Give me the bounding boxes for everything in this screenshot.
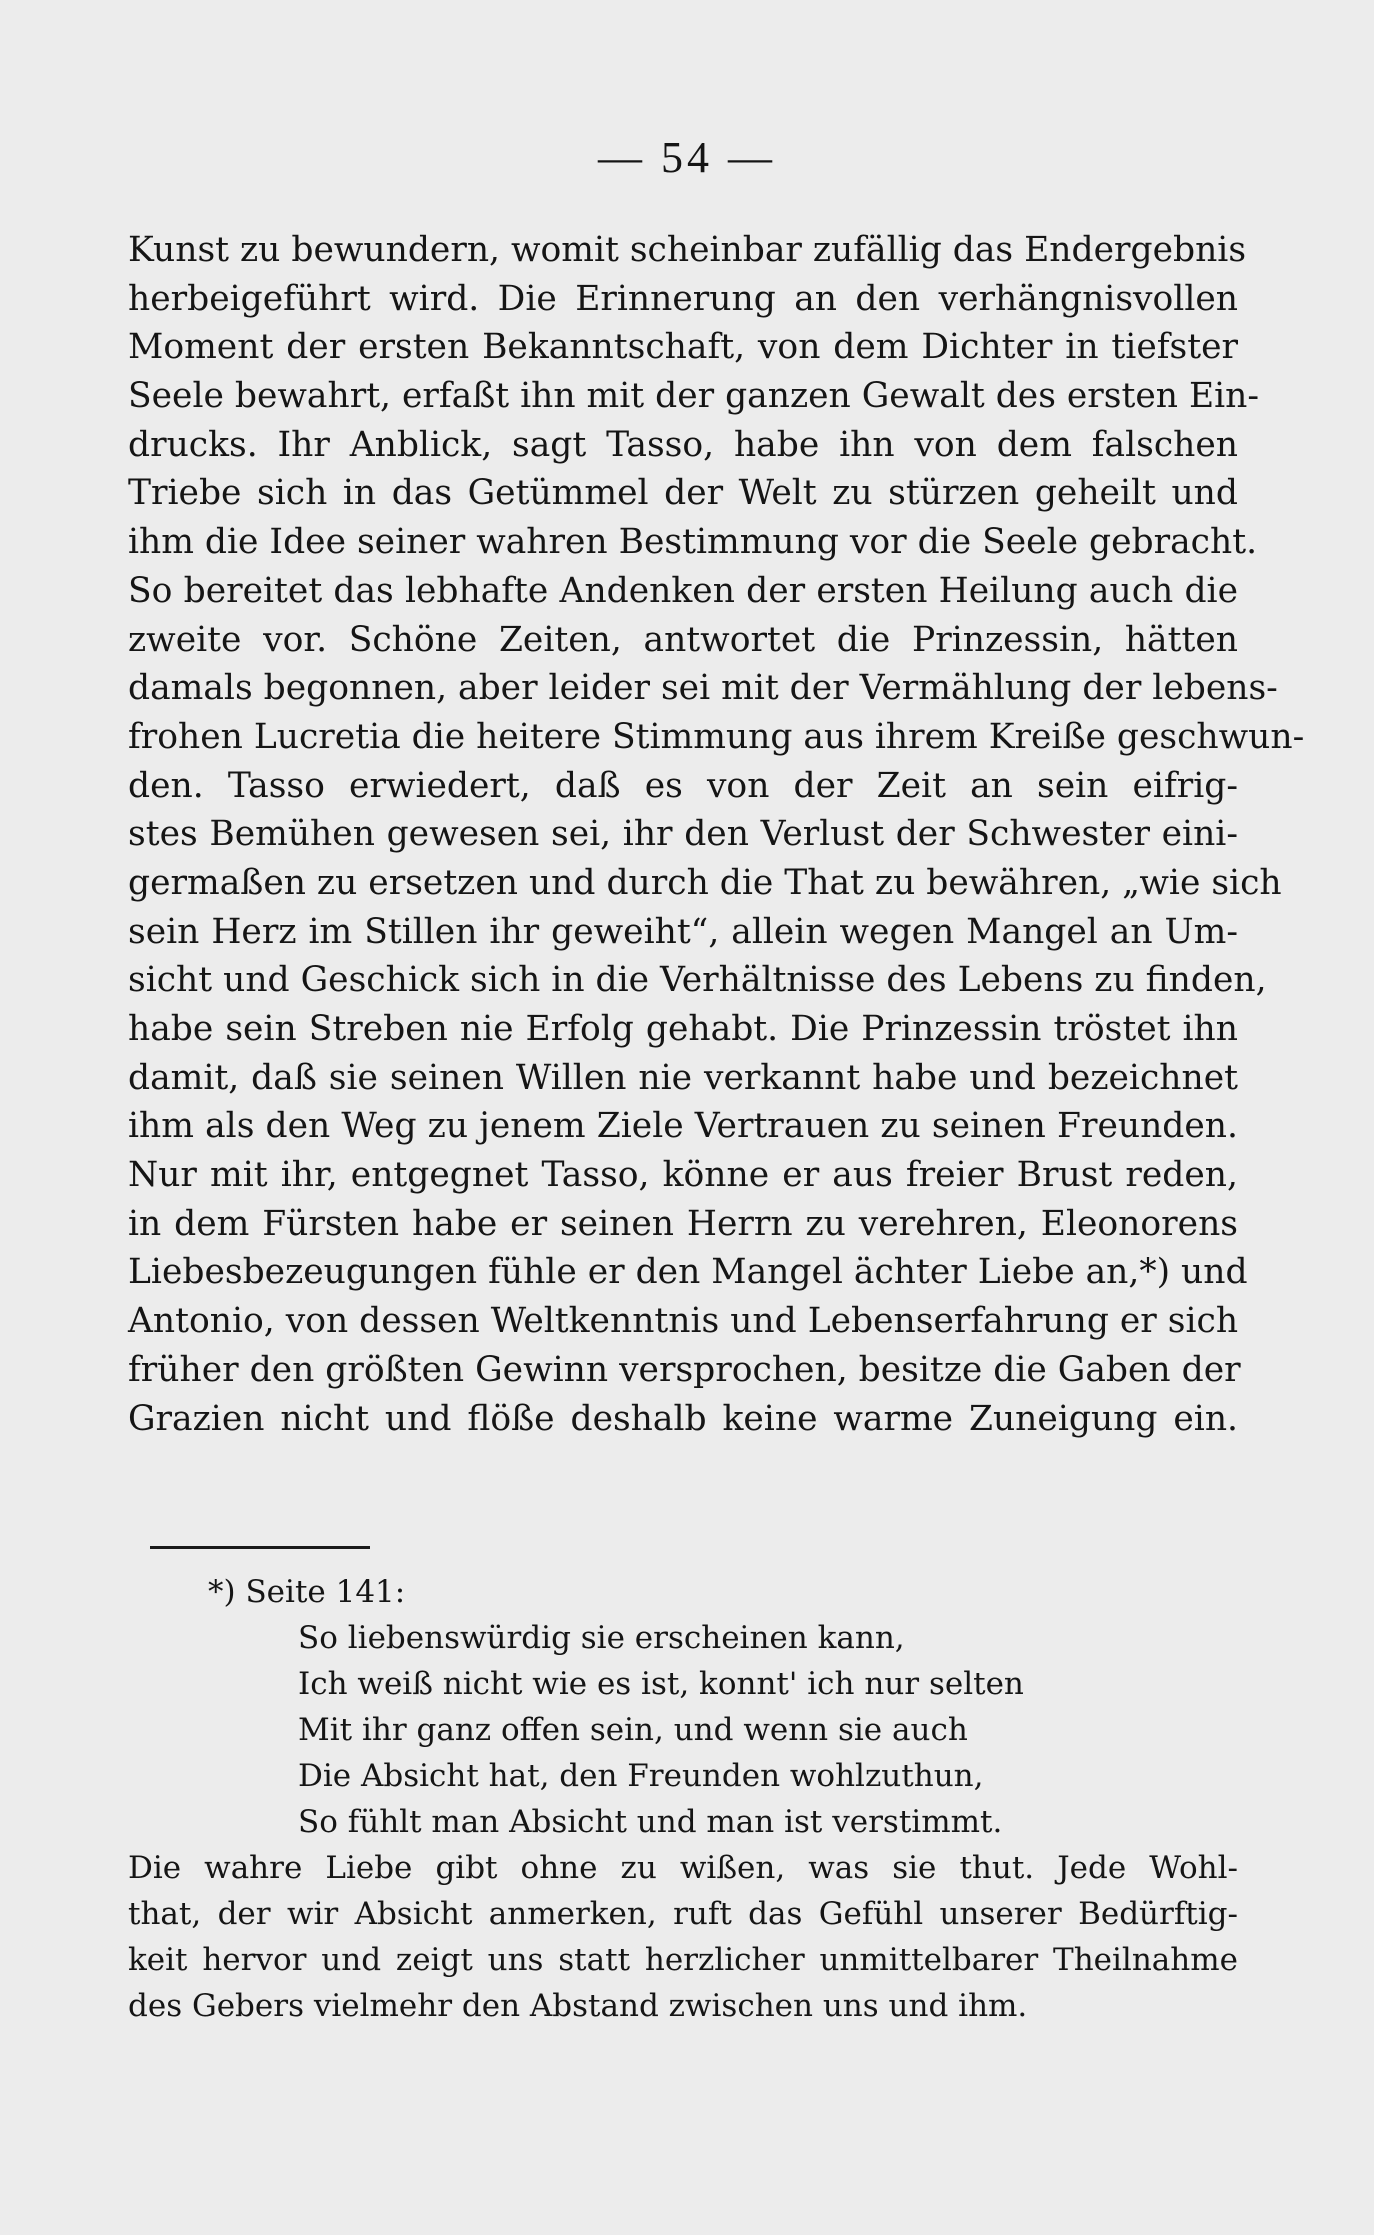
text-line: Grazien nicht und flöße deshalb keine warme Zuneigung ein. [128,1398,1238,1439]
text-line: Triebe sich in das Getümmel der Welt zu stürzen geheilt und [128,473,1238,514]
text-line: Moment der ersten Bekanntschaft, von dem Dichter in tiefster [128,327,1238,368]
verse-line: So liebenswürdig sie erscheinen kann, [298,1620,905,1656]
text-line: sicht und Geschick sich in die Verhältnisse des Lebens zu finden, [128,960,1267,1001]
main-text [128,226,1305,1443]
text-line: ihm die Idee seiner wahren Bestimmung vor die Seele gebracht. [128,522,1258,563]
text-line: Antonio, von dessen Weltkenntnis und Lebenserfahrung er sich [128,1301,1239,1342]
text-line: stes Bemühen gewesen sei, ihr den Verlust der Schwester eini- [128,814,1238,855]
text-line: Seele bewahrt, erfaßt ihn mit der ganzen Gewalt des ersten Ein- [128,376,1260,417]
text-line: sein Herz im Stillen ihr geweiht“, allein wegen Mangel an Um- [128,911,1238,952]
text-line: früher den größten Gewinn versprochen, besitze die Gaben der [128,1349,1241,1390]
footnote-divider [150,1546,370,1549]
footnote-line: keit hervor und zeigt uns statt herzlicher unmittelbarer Theilnahme [128,1942,1238,1978]
text-line: drucks. Ihr Anblick, sagt Tasso, habe ihn von dem falschen [128,424,1238,465]
page-number: — 54 — [598,133,776,182]
text-line: ihm als den Weg zu jenem Ziele Vertrauen zu seinen Freunden. [128,1106,1238,1147]
verse-line: Ich weiß nicht wie es ist, konnt' ich nur selten [298,1666,1024,1702]
text-line: damals begonnen, aber leider sei mit der Vermählung der lebens- [128,668,1278,709]
footnote-line: Die wahre Liebe gibt ohne zu wißen, was sie thut. Jede Wohl- [128,1850,1238,1886]
text-line: Liebesbezeugungen fühle er den Mangel ächter Liebe an,*) und [128,1252,1248,1293]
verse-line: So fühlt man Absicht und man ist verstimmt. [298,1804,1003,1840]
text-line: zweite vor. Schöne Zeiten, antwortet die Prinzessin, hätten [128,619,1238,660]
text-line: den. Tasso erwiedert, daß es von der Zeit an sein eifrig- [128,765,1238,806]
text-line: in dem Fürsten habe er seinen Herrn zu verehren, Eleonorens [128,1203,1238,1244]
footnote-line: des Gebers vielmehr den Abstand zwischen uns und ihm. [128,1988,1028,2024]
text-line: herbeigeführt wird. Die Erinnerung an den verhängnisvollen [128,278,1238,319]
text-line: damit, daß sie seinen Willen nie verkannt habe und bezeichnet [128,1057,1238,1098]
footnote-reference: *) Seite 141: [208,1574,406,1610]
verse-line: Mit ihr ganz offen sein, und wenn sie auch [298,1712,968,1748]
text-line: So bereitet das lebhafte Andenken der ersten Heilung auch die [128,570,1238,611]
verse-line: Die Absicht hat, den Freunden wohlzuthun, [298,1758,984,1794]
footnote [128,1569,1238,2029]
text-line: germaßen zu ersetzen und durch die That zu bewähren, „wie sich [128,862,1282,903]
text-line: Kunst zu bewundern, womit scheinbar zufällig das Endergebnis [128,230,1247,270]
text-line: frohen Lucretia die heitere Stimmung aus ihrem Kreiße geschwun- [128,716,1305,757]
text-line: habe sein Streben nie Erfolg gehabt. Die Prinzessin tröstet ihn [128,1009,1238,1049]
footnote-line: that, der wir Absicht anmerken, ruft das Gefühl unserer Bedürftig- [128,1896,1238,1932]
text-line: Nur mit ihr, entgegnet Tasso, könne er aus freier Brust reden, [128,1155,1238,1196]
